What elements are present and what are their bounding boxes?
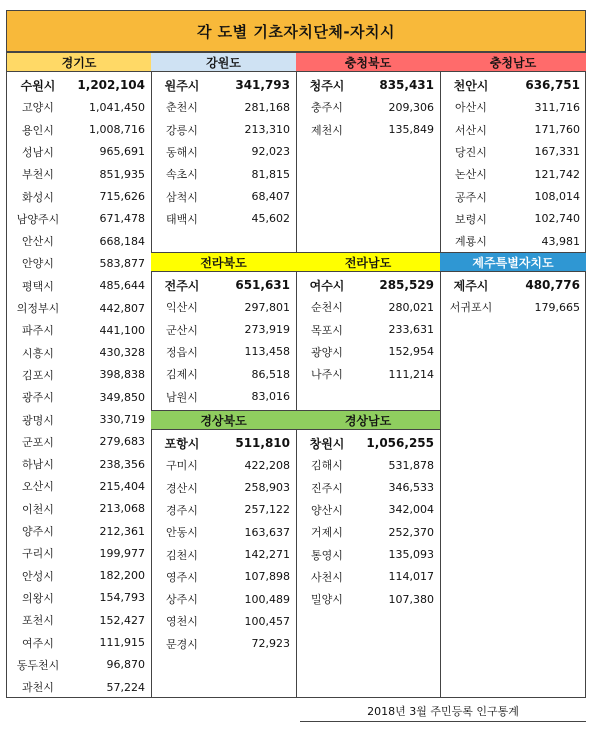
city-row [151, 119, 296, 141]
city-population: 715,626 [99, 190, 145, 203]
city-population: 273,919 [244, 323, 290, 337]
city-population: 430,328 [99, 346, 145, 360]
city-name: 김해시 [311, 459, 343, 473]
city-row [7, 163, 151, 185]
capital-city-row [7, 74, 151, 96]
city-population: 100,489 [244, 592, 290, 606]
city-population: 285,529 [379, 278, 434, 292]
city-population: 668,184 [99, 234, 145, 248]
capital-city-row [440, 74, 586, 96]
city-population: 233,631 [388, 323, 434, 337]
city-name: 순천시 [311, 301, 343, 315]
table-title: 각 도별 기초자치단체-자치시 [6, 10, 586, 52]
province-header: 경상북도 [151, 410, 296, 430]
province-header: 충청남도 [440, 52, 586, 72]
city-population: 531,878 [388, 458, 434, 472]
city-row [7, 386, 151, 408]
city-population: 114,017 [388, 570, 434, 584]
city-population: 1,202,104 [77, 78, 145, 92]
city-population: 179,665 [534, 300, 580, 314]
city-name: 화성시 [22, 190, 54, 204]
city-name: 고양시 [22, 101, 54, 115]
city-name: 사천시 [311, 570, 343, 584]
city-row [7, 609, 151, 631]
city-population: 57,224 [106, 680, 145, 694]
city-row [296, 477, 440, 499]
city-population: 851,935 [99, 167, 145, 181]
city-row [296, 341, 440, 363]
city-row [151, 588, 296, 610]
city-row [151, 96, 296, 118]
city-row [7, 498, 151, 520]
city-row [440, 208, 586, 230]
city-population: 107,898 [244, 570, 290, 584]
city-row [7, 208, 151, 230]
city-row [296, 319, 440, 341]
city-row [151, 363, 296, 385]
city-name: 전주시 [164, 278, 200, 293]
city-population: 422,208 [244, 458, 290, 472]
province-header: 경기도 [7, 52, 151, 72]
province-header: 충청북도 [296, 52, 440, 72]
city-name: 문경시 [166, 637, 198, 651]
city-name: 포항시 [164, 436, 200, 451]
city-name: 제주시 [453, 278, 489, 293]
city-row [151, 454, 296, 476]
city-population: 441,100 [99, 323, 145, 337]
city-name: 목포시 [311, 323, 343, 337]
city-name: 나주시 [311, 368, 343, 382]
province-header: 강원도 [151, 52, 296, 72]
city-population: 107,380 [388, 592, 434, 606]
city-row [7, 587, 151, 609]
city-population: 45,602 [251, 212, 290, 226]
city-row [151, 186, 296, 208]
city-population: 154,793 [99, 591, 145, 605]
city-row [296, 588, 440, 610]
city-row [7, 475, 151, 497]
city-population: 583,877 [99, 256, 145, 270]
city-population: 121,742 [534, 167, 580, 181]
city-name: 춘천시 [166, 101, 198, 115]
city-population: 96,870 [106, 658, 145, 672]
city-name: 안성시 [22, 569, 54, 583]
city-name: 하남시 [22, 458, 54, 472]
city-population: 135,849 [388, 123, 434, 137]
city-row [440, 96, 586, 118]
city-row [151, 566, 296, 588]
city-population: 209,306 [388, 100, 434, 114]
city-name: 의정부시 [16, 302, 60, 315]
city-name: 밀양시 [311, 593, 343, 607]
city-population: 111,915 [99, 636, 145, 649]
capital-city-row [296, 274, 440, 296]
city-population: 142,271 [244, 548, 290, 561]
capital-city-row [151, 432, 296, 454]
capital-city-row [151, 74, 296, 96]
city-name: 경산시 [166, 481, 198, 495]
city-name: 양산시 [311, 503, 343, 517]
city-name: 김천시 [166, 548, 198, 562]
city-population: 68,407 [251, 190, 290, 203]
city-population: 199,977 [99, 546, 145, 560]
city-row [151, 296, 296, 318]
city-population: 212,361 [99, 524, 145, 538]
province-header: 전라남도 [296, 252, 440, 272]
city-row [7, 676, 151, 698]
capital-city-row [440, 274, 586, 296]
city-name: 의왕시 [22, 591, 54, 605]
capital-city-row [296, 432, 440, 454]
city-row [296, 544, 440, 566]
city-name: 익산시 [166, 301, 198, 315]
city-row [151, 610, 296, 632]
province-header: 경상남도 [296, 410, 440, 430]
city-name: 진주시 [311, 481, 343, 495]
city-name: 당진시 [455, 145, 487, 159]
city-row [7, 141, 151, 163]
city-row [151, 141, 296, 163]
city-row [7, 319, 151, 341]
city-population: 330,719 [99, 413, 145, 426]
city-population: 81,815 [251, 167, 290, 181]
source-note: 2018년 3월 주민등록 인구통계 [300, 700, 586, 722]
city-row [7, 297, 151, 319]
city-population: 651,631 [235, 278, 290, 292]
city-name: 포천시 [22, 614, 54, 628]
city-row [296, 363, 440, 385]
city-row [296, 454, 440, 476]
city-name: 남원시 [166, 390, 198, 404]
city-name: 제천시 [311, 123, 343, 137]
city-population: 163,637 [244, 525, 290, 539]
city-row [151, 163, 296, 185]
city-population: 671,478 [99, 212, 145, 226]
city-row [296, 499, 440, 521]
city-population: 86,518 [251, 367, 290, 381]
city-population: 311,716 [534, 100, 580, 114]
city-row [296, 96, 440, 118]
city-name: 파주시 [22, 324, 54, 338]
city-name: 아산시 [455, 101, 487, 115]
city-name: 영주시 [166, 570, 198, 584]
city-name: 삼척시 [166, 190, 198, 204]
province-header: 제주특별자치도 [440, 252, 586, 272]
city-name: 광명시 [22, 413, 54, 427]
city-name: 군산시 [166, 323, 198, 337]
city-name: 창원시 [309, 436, 345, 451]
city-row [151, 633, 296, 655]
city-name: 과천시 [22, 681, 54, 695]
city-population: 346,533 [388, 481, 434, 495]
city-name: 거제시 [311, 526, 343, 540]
capital-city-row [296, 74, 440, 96]
city-row [7, 409, 151, 431]
city-name: 성남시 [22, 145, 54, 159]
city-population: 92,023 [251, 145, 290, 159]
city-name: 원주시 [164, 78, 200, 93]
city-row [7, 275, 151, 297]
city-population: 100,457 [244, 614, 290, 628]
city-row [7, 565, 151, 587]
city-name: 김포시 [22, 368, 54, 382]
city-population: 835,431 [379, 78, 434, 92]
city-row [440, 296, 586, 318]
city-population: 182,200 [99, 569, 145, 583]
city-row [7, 230, 151, 252]
city-population: 480,776 [525, 278, 580, 292]
city-name: 태백시 [166, 212, 198, 226]
city-name: 계룡시 [455, 235, 487, 249]
city-population: 280,021 [388, 300, 434, 314]
city-row [7, 654, 151, 676]
city-name: 김제시 [166, 368, 198, 382]
city-population: 398,838 [99, 368, 145, 382]
city-population: 238,356 [99, 457, 145, 471]
city-population: 258,903 [244, 481, 290, 495]
city-population: 511,810 [235, 436, 290, 450]
city-population: 83,016 [251, 390, 290, 403]
city-name: 안양시 [22, 257, 54, 271]
city-row [7, 186, 151, 208]
city-population: 135,093 [388, 548, 434, 561]
city-population: 108,014 [534, 190, 580, 203]
city-row [7, 453, 151, 475]
city-name: 천안시 [453, 78, 489, 93]
city-row [7, 96, 151, 118]
city-name: 속초시 [166, 168, 198, 182]
city-name: 안산시 [22, 235, 54, 249]
population-table [6, 52, 586, 698]
city-population: 341,793 [235, 78, 290, 92]
city-name: 시흥시 [22, 346, 54, 360]
city-name: 안동시 [166, 526, 198, 540]
city-row [7, 119, 151, 141]
city-population: 1,041,450 [89, 100, 145, 114]
city-name: 이천시 [22, 502, 54, 516]
city-population: 1,056,255 [366, 436, 434, 450]
city-row [296, 119, 440, 141]
city-population: 965,691 [99, 145, 145, 159]
city-row [151, 499, 296, 521]
city-population: 297,801 [244, 300, 290, 314]
city-name: 경주시 [166, 503, 198, 517]
city-population: 213,068 [99, 502, 145, 516]
city-row [7, 252, 151, 274]
city-row [151, 208, 296, 230]
city-population: 281,168 [244, 100, 290, 114]
city-name: 영천시 [166, 615, 198, 629]
city-row [151, 341, 296, 363]
city-row [7, 632, 151, 654]
city-row [151, 477, 296, 499]
city-name: 광주시 [22, 391, 54, 405]
city-row [296, 566, 440, 588]
city-row [151, 319, 296, 341]
city-population: 485,644 [99, 279, 145, 293]
city-population: 72,923 [251, 637, 290, 651]
city-row [296, 296, 440, 318]
city-population: 152,427 [99, 613, 145, 627]
city-name: 상주시 [166, 593, 198, 607]
city-row [7, 520, 151, 542]
city-row [151, 544, 296, 566]
city-name: 양주시 [22, 525, 54, 538]
city-name: 청주시 [309, 78, 345, 93]
city-row [440, 141, 586, 163]
city-row [440, 163, 586, 185]
city-row [7, 431, 151, 453]
city-name: 정읍시 [166, 345, 198, 359]
city-row [440, 230, 586, 252]
city-name: 동두천시 [16, 658, 60, 672]
capital-city-row [151, 274, 296, 296]
city-name: 평택시 [22, 279, 54, 293]
city-name: 보령시 [455, 212, 487, 226]
city-population: 1,008,716 [89, 123, 145, 137]
city-name: 충주시 [311, 101, 343, 115]
city-population: 167,331 [534, 145, 580, 159]
city-population: 113,458 [244, 345, 290, 359]
city-name: 구미시 [166, 459, 198, 473]
city-row [440, 119, 586, 141]
city-name: 오산시 [22, 480, 54, 494]
city-name: 강릉시 [166, 123, 198, 137]
city-name: 군포시 [22, 435, 54, 449]
city-population: 252,370 [388, 525, 434, 539]
city-population: 349,850 [99, 390, 145, 404]
city-name: 부천시 [22, 168, 54, 182]
city-name: 동해시 [166, 145, 198, 159]
city-row [151, 521, 296, 543]
city-population: 43,981 [541, 234, 580, 248]
province-header: 전라북도 [151, 252, 296, 272]
city-name: 수원시 [20, 78, 56, 93]
city-name: 서산시 [455, 123, 487, 137]
city-name: 여수시 [309, 278, 345, 293]
city-row [440, 186, 586, 208]
city-name: 구리시 [22, 547, 54, 561]
city-name: 남양주시 [16, 212, 60, 226]
city-name: 여주시 [22, 636, 54, 650]
city-row [7, 542, 151, 564]
city-population: 342,004 [388, 503, 434, 517]
city-row [7, 364, 151, 386]
city-row [7, 342, 151, 364]
city-population: 257,122 [244, 503, 290, 517]
city-row [296, 521, 440, 543]
city-name: 용인시 [22, 123, 54, 137]
city-population: 152,954 [388, 345, 434, 359]
city-population: 213,310 [244, 123, 290, 137]
city-population: 111,214 [388, 367, 434, 381]
city-population: 636,751 [525, 78, 580, 92]
city-name: 공주시 [455, 190, 487, 204]
city-population: 442,807 [99, 301, 145, 315]
city-population: 215,404 [99, 479, 145, 493]
city-name: 광양시 [311, 345, 343, 359]
city-population: 279,683 [99, 435, 145, 449]
city-name: 통영시 [311, 548, 343, 562]
city-name: 서귀포시 [449, 301, 493, 315]
city-population: 171,760 [534, 123, 580, 137]
city-population: 102,740 [534, 212, 580, 226]
city-row [151, 386, 296, 408]
city-name: 논산시 [455, 168, 487, 182]
